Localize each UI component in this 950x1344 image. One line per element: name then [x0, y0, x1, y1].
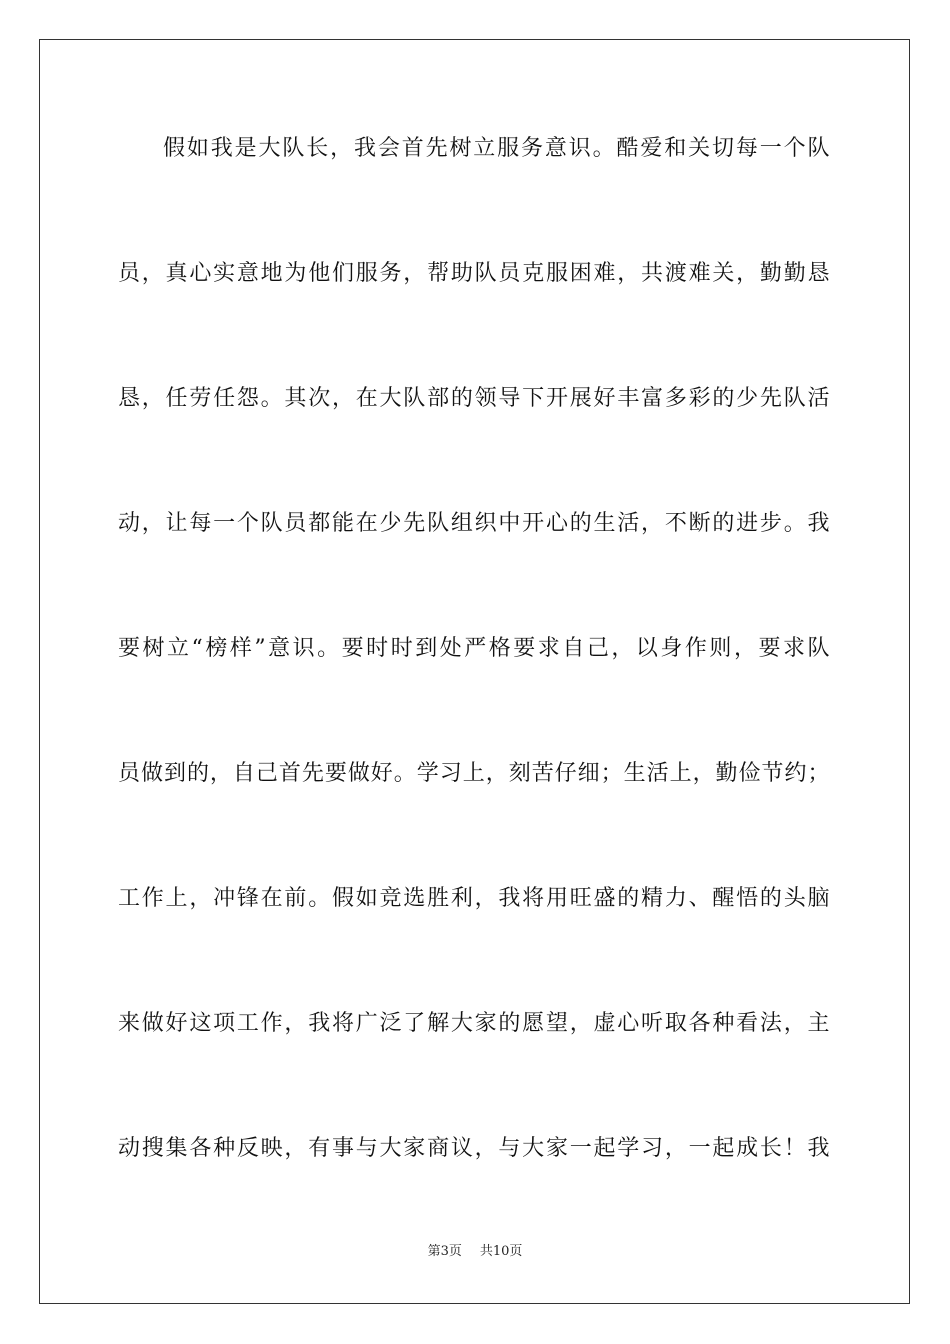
- body-line-8: 来做好这项工作，我将广泛了解大家的愿望，虚心听取各种看法，主: [118, 1011, 830, 1036]
- body-line-9: 动搜集各种反映，有事与大家商议，与大家一起学习，一起成长！我: [118, 1136, 830, 1161]
- page-number: 第3页: [427, 1244, 462, 1259]
- body-line-2: 员，真心实意地为他们服务，帮助队员克服困难，共渡难关，勤勤恳: [118, 261, 830, 286]
- body-line-4: 动，让每一个队员都能在少先队组织中开心的生活，不断的进步。我: [118, 511, 830, 536]
- body-line-1: 假如我是大队长，我会首先树立服务意识。酷爱和关切每一个队: [163, 136, 830, 161]
- body-line-7: 工作上，冲锋在前。假如竞选胜利，我将用旺盛的精力、醒悟的头脑: [118, 886, 830, 911]
- page-total: 共10页: [479, 1244, 523, 1259]
- body-line-5: 要树立“榜样”意识。要时时到处严格要求自己，以身作则，要求队: [118, 636, 830, 661]
- page-footer: [0, 1244, 950, 1260]
- body-line-3: 恳，任劳任怨。其次，在大队部的领导下开展好丰富多彩的少先队活: [118, 386, 830, 411]
- body-line-6: 员做到的，自己首先要做好。学习上，刻苦仔细；生活上，勤俭节约；: [118, 761, 830, 786]
- page-border: [39, 39, 910, 1304]
